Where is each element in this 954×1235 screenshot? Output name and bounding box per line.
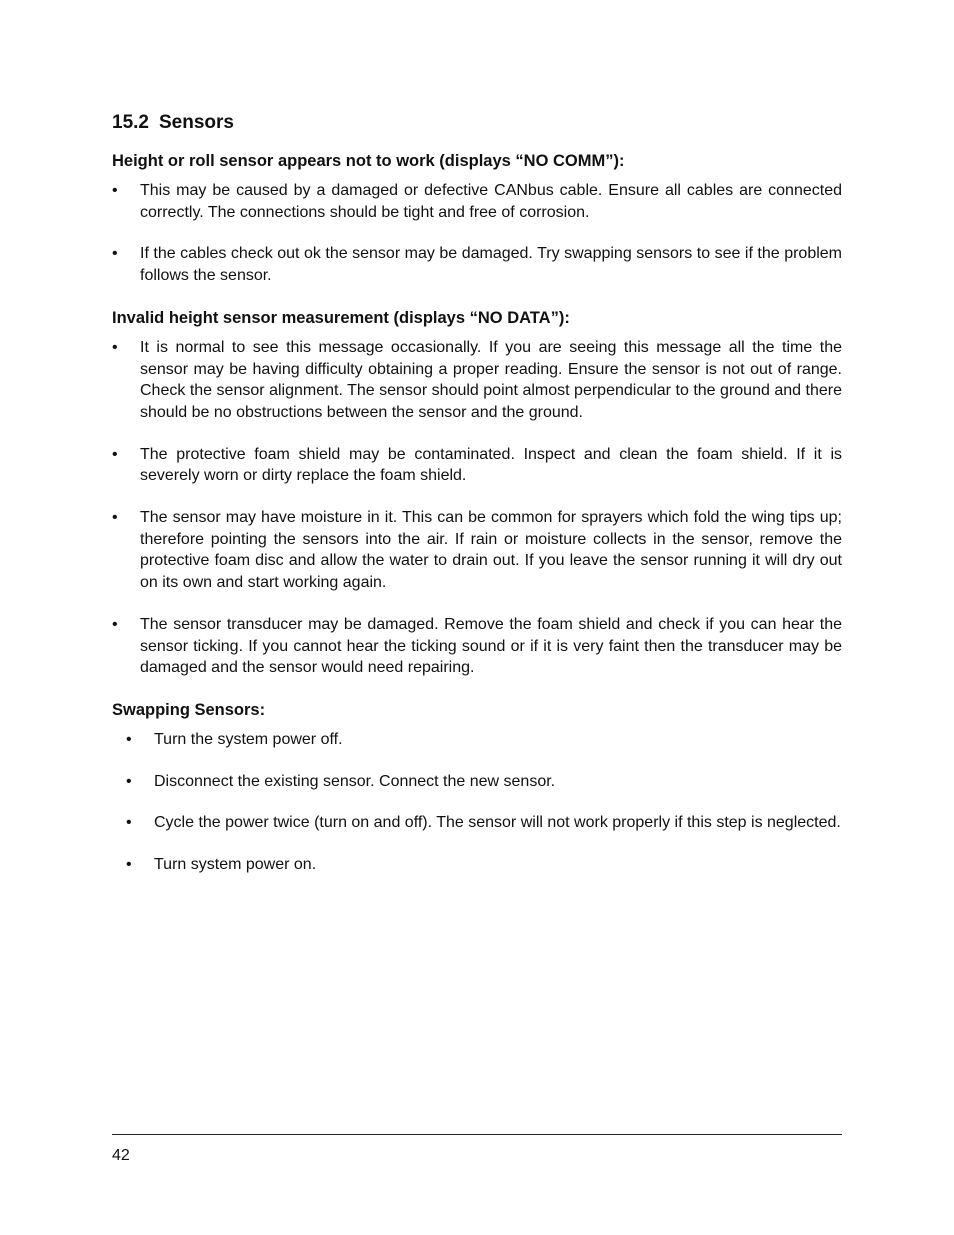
group-heading: Invalid height sensor measurement (displays “NO DATA”): <box>112 308 570 327</box>
list-item <box>112 337 842 424</box>
list-item-text: Cycle the power twice (turn on and off). The sensor will not work properly if this step is neglected. <box>154 814 841 832</box>
bullet-icon: • <box>112 182 118 199</box>
bullet-icon: • <box>112 245 118 263</box>
list-item-text: Turn the system power off. <box>154 730 343 748</box>
bullet-icon: • <box>126 814 132 832</box>
bullet-list <box>112 729 842 876</box>
list-item-text: The sensor may have moisture in it. This can be common for sprayers which fold the wing tips up; therefore pointing the sensors into the air. If rain or moisture collects in the sensor, remove the protective foam disc and allow the water to drain out. If you leave the sensor running it will dry out on its own and start working again. <box>140 509 842 592</box>
section-number: 15.2 <box>112 112 149 133</box>
bullet-icon: • <box>112 338 118 356</box>
footer-divider <box>112 1134 842 1135</box>
bullet-icon: • <box>112 615 118 633</box>
list-item <box>112 507 842 594</box>
list-item-text: This may be caused by a damaged or defective CANbus cable. Ensure all cables are connected correctly. The connections should be tight and free of corrosion. <box>140 182 842 221</box>
bullet-icon: • <box>126 730 132 748</box>
list-item <box>112 771 842 793</box>
troubleshoot-group-no-data <box>112 307 842 679</box>
list-item <box>112 444 842 487</box>
list-item <box>112 180 842 223</box>
section-title-text: Sensors <box>158 112 234 133</box>
list-item-text: If the cables check out ok the sensor may be damaged. Try swapping sensors to see if the problem follows the sensor. <box>140 245 842 285</box>
list-item <box>112 812 842 834</box>
troubleshoot-group-no-comm <box>112 150 842 287</box>
list-item <box>112 614 842 679</box>
bullet-icon: • <box>126 856 132 874</box>
group-heading: Height or roll sensor appears not to work (displays “NO COMM”): <box>112 152 625 170</box>
bullet-list <box>112 180 842 287</box>
swapping-sensors-group <box>112 699 842 876</box>
bullet-list <box>112 337 842 679</box>
list-item-text: The protective foam shield may be contaminated. Inspect and clean the foam shield. If it is severely worn or dirty replace the foam shield. <box>140 445 842 485</box>
list-item <box>112 854 842 876</box>
bullet-icon: • <box>126 772 132 790</box>
section-title <box>112 110 842 136</box>
list-item-text: Disconnect the existing sensor. Connect the new sensor. <box>154 772 556 790</box>
page-number: 42 <box>112 1147 130 1164</box>
list-item-text: It is normal to see this message occasionally. If you are seeing this message all the time the sensor may be having difficulty obtaining a proper reading. Ensure the sensor is not out of range. Check the sensor alignment. The sensor should point almost perpendicular to the ground and there should be no obstructions between the sensor and the ground. <box>140 338 842 421</box>
bullet-icon: • <box>112 445 118 463</box>
list-item-text: The sensor transducer may be damaged. Remove the foam shield and check if you can hear the sensor ticking. If you cannot hear the ticking sound or if it is very faint then the transducer may be damaged and the sensor would need repairing. <box>140 615 842 677</box>
list-item <box>112 243 842 286</box>
page-content <box>112 110 842 896</box>
list-item-text: Turn system power on. <box>154 856 317 874</box>
group-heading: Swapping Sensors: <box>112 700 266 719</box>
list-item <box>112 729 842 751</box>
bullet-icon: • <box>112 509 118 527</box>
